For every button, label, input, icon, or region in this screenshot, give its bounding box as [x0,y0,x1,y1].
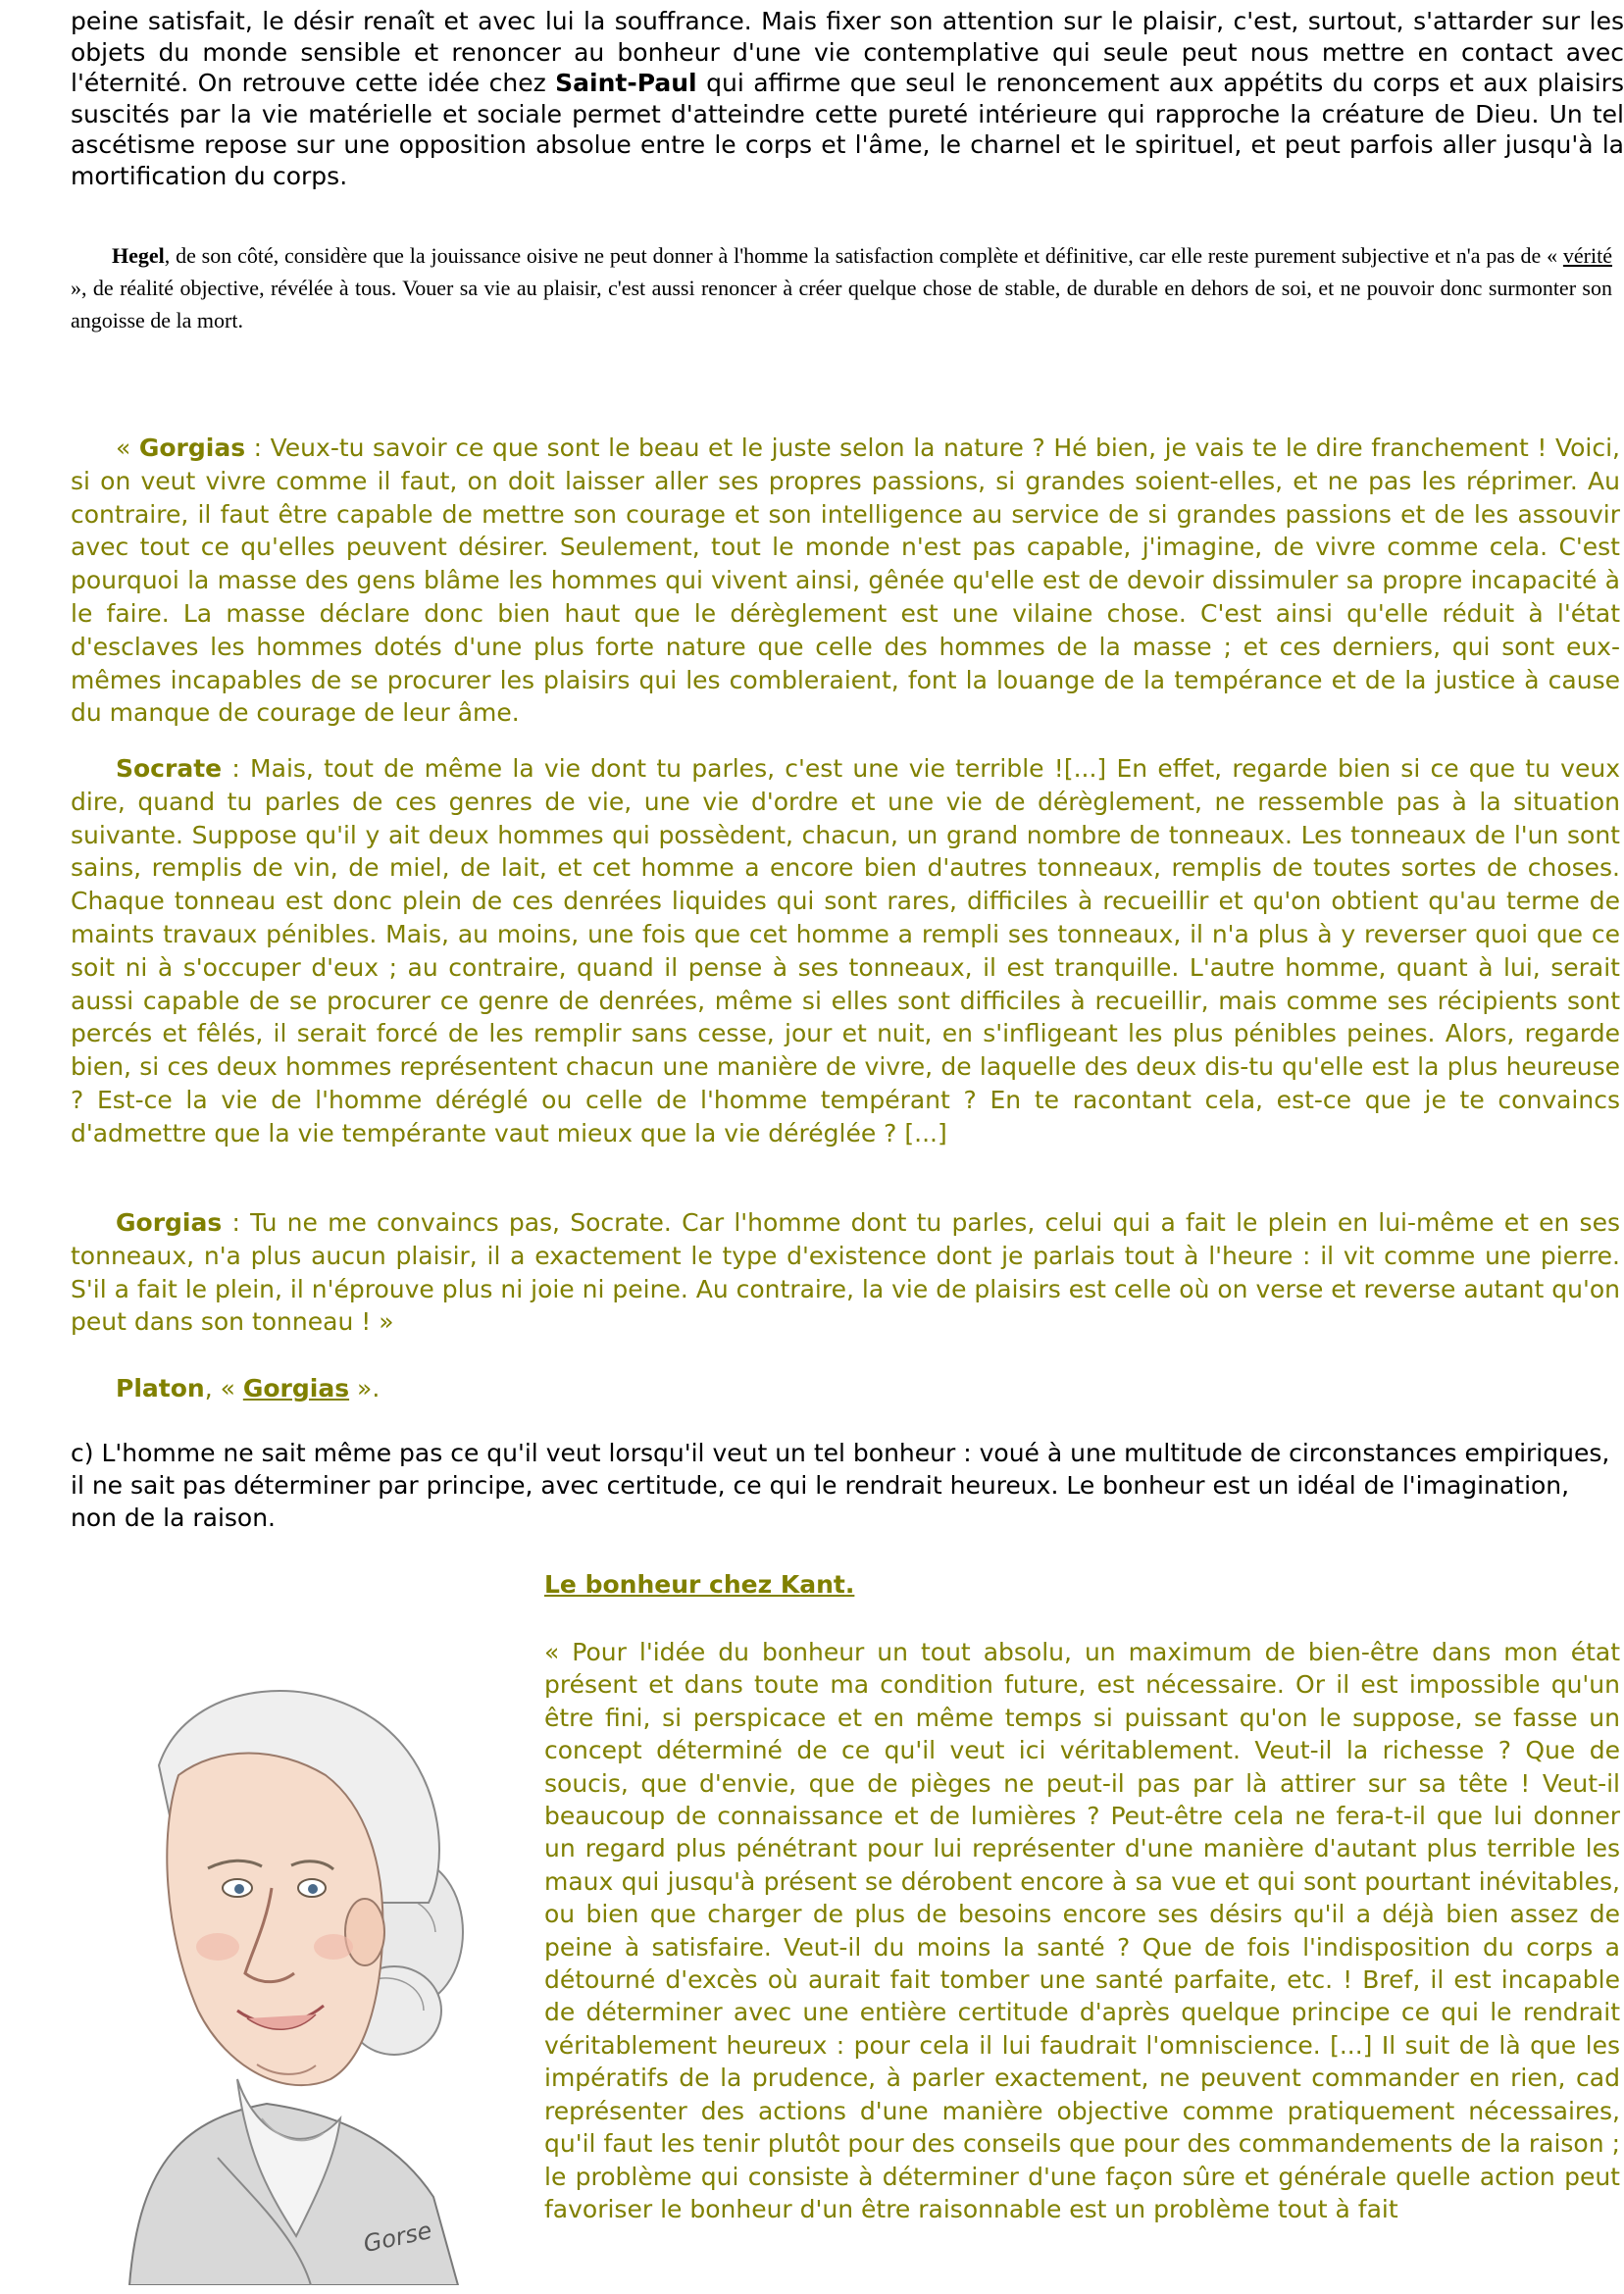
gorgias-speech-2 [71,1206,1620,1339]
speaker-socrate: Socrate [116,754,223,783]
kant-portrait-illustration [71,1608,502,2285]
intro-paragraph [71,6,1624,191]
open-quote: « [116,433,139,462]
hegel-paragraph [71,239,1612,336]
intro-text-2: qui affirme que seul le renoncement aux appétits du corps et aux plaisirs suscités par la vie matérielle et sociale permet d'atteindre cette pureté intérieure qui rapproche la créature de Dieu. Un tel ascétisme repose sur une opposition absolue entre le corps et l'âme, le charnel et le spirituel, et peut parfois aller jusqu'à la mortification du corps. [71,69,1624,190]
intro-text-1: peine satisfait, le désir renaît et avec lui la souffrance. Mais fixer son attention sur le plaisir, c'est, surtout, s'attarder sur les objets du monde sensible et renoncer au bonheur d'une vie contemplative qui seule peut nous mettre en contact avec l'éternité. On retrouve cette idée chez [71,7,1624,97]
citation-open: , « [204,1374,243,1402]
platon-citation [71,1372,1620,1405]
hegel-name: Hegel [112,243,165,268]
saint-paul-name: Saint-Paul [555,69,697,97]
socrate-speech [71,752,1620,1150]
speaker-gorgias: Gorgias [138,433,246,462]
gorgias-speech-1 [71,432,1620,730]
verite-link[interactable]: vérité [1562,243,1612,268]
gorgias-speech-2-text: : Tu ne me convaincs pas, Socrate. Car l'homme dont tu parles, celui qui a fait le plein en lui-même et en ses tonneaux, n'a plus aucun plaisir, il a exactement le type d'existence dont je parlais tout à l'heure : il vit comme une pierre. S'il a fait le plein, il n'éprouve plus ni joie ni peine. Au contraire, la vie de plaisirs est celle où on verse et reverse autant qu'on peut dans son tonneau ! » [71,1208,1620,1337]
gorgias-speech-1-text: : Veux-tu savoir ce que sont le beau et le juste selon la nature ? Hé bien, je vais te le dire franchement ! Voici, si on veut vivre comme il faut, on doit laisser aller ses propres passions, si grandes soient-elles, et ne pas les réprimer. Au contraire, il faut être capable de mettre son courage et son intelligence au service de si grandes passions et de les assouvir avec tout ce qu'elles peuvent désirer. Seulement, tout le monde n'est pas capable, j'imagine, de vivre comme cela. C'est pourquoi la masse des gens blâme les hommes qui vivent ainsi, gênée qu'elle est de devoir dissimuler sa propre incapacité à le faire. La masse déclare donc bien haut que le dérèglement est une vilaine chose. C'est ainsi qu'elle réduit à l'état d'esclaves les hommes dotés d'une plus forte nature que celle des hommes de la masse ; et ces derniers, qui sont eux-mêmes incapables de se procurer les plaisirs qui les combleraient, font la louange de la tempérance et de la justice à cause du manque de courage de leur âme. [71,433,1620,728]
citation-close: ». [349,1374,381,1402]
artist-signature: Gorse [361,2217,434,2259]
socrate-speech-text: : Mais, tout de même la vie dont tu parles, c'est une vie terrible ![...] En effet, regarde bien si ce que tu veux dire, quand tu parles de ces genres de vie, une vie d'ordre et une vie de dérèglement, ne ressemble pas à la situation suivante. Suppose qu'il y ait deux hommes qui possèdent, chacun, un grand nombre de tonneaux. Les tonneaux de l'un sont sains, remplis de vin, de miel, de lait, et cet homme a encore bien d'autres tonneaux, remplis de toutes sortes de choses. Chaque tonneau est donc plein de ces denrées liquides qui sont rares, difficiles à recueillir et qu'on obtient qu'au terme de maints travaux pénibles. Mais, au moins, une fois que cet homme a rempli ses tonneaux, il n'a plus à y reverser quoi que ce soit ni à s'occuper d'eux ; au contraire, quand il pense à ses tonneaux, il est tranquille. L'autre homme, quant à lui, serait aussi capable de se procurer ce genre de denrées, même si elles sont difficiles à recueillir, mais comme ses récipients sont percés et fêlés, il serait forcé de les remplir sans cesse, jour et nuit, en s'infligeant les plus pénibles peines. Alors, regarde bien, si ces deux hommes représentent chacun une manière de vivre, de laquelle des deux dis-tu qu'elle est la plus heureuse ? Est-ce la vie de l'homme déréglé ou celle de l'homme tempérant ? En te racontant cela, est-ce que je te convaincs d'admettre que la vie tempérante vaut mieux que la vie déréglée ? [...] [71,754,1620,1147]
hegel-text-1: , de son côté, considère que la jouissance oisive ne peut donner à l'homme la satisfaction complète et définitive, car elle reste purement subjective et n'a pas de « [164,243,1563,268]
platon-name: Platon [116,1374,205,1402]
gorgias-work-link[interactable]: Gorgias [242,1374,350,1402]
hegel-text-2: », de réalité objective, révélée à tous. Vouer sa vie au plaisir, c'est aussi renoncer à créer quelque chose de stable, de durable en dehors de soi, et ne pouvoir donc surmonter son angoisse de la mort. [71,276,1612,332]
kant-quote: « Pour l'idée du bonheur un tout absolu, un maximum de bien-être dans mon état présent et dans toute ma condition future, est nécessaire. Or il est impossible qu'un être fini, si perspicace et en même temps si puissant qu'on le suppose, se fasse un concept déterminé de ce qu'il veut ici véritablement. Veut-il la richesse ? Que de soucis, que d'envie, que de pièges ne peut-il pas par là attirer sur sa tête ! Veut-il beaucoup de connaissance et de lumières ? Peut-être cela ne fera-t-il que lui donner un regard plus pénétrant pour lui représenter d'une manière d'autant plus terrible les maux qui jusqu'à présent se dérobent encore à sa vue et qui sont pourtant inévitables, ou bien que charger de plus de besoins encore ses désirs qu'il a déjà bien assez de peine à satisfaire. Veut-il du moins la santé ? Que de fois l'indisposition du corps a détourné d'excès où aurait fait tomber une santé parfaite, etc. ! Bref, il est incapable de déterminer avec une entière certitude d'après quelque principe ce qui le rendrait véritablement heureux : pour cela il lui faudrait l'omniscience. [...] Il suit de là que les impératifs de la prudence, à parler exactement, ne peuvent commander en rien, cad représenter des actions d'une manière objective comme pratiquement nécessaires, qu'il faut les tenir plutôt pour des conseils que pour des commandements de la raison ; le problème qui consiste à déterminer d'une façon sûre et générale quelle action peut favoriser le bonheur d'un être raisonnable est un problème tout à fait [544,1638,1620,2223]
kant-intro-paragraph: c) L'homme ne sait même pas ce qu'il veut lorsqu'il veut un tel bonheur : voué à une multitude de circonstances empiriques, il ne sait pas déterminer par principe, avec certitude, ce qui le rendrait heureux. Le bonheur est un idéal de l'imagination, non de la raison. [71,1439,1610,1532]
speaker-gorgias-2: Gorgias [116,1208,223,1237]
kant-section-heading[interactable]: Le bonheur chez Kant. [544,1570,855,1599]
